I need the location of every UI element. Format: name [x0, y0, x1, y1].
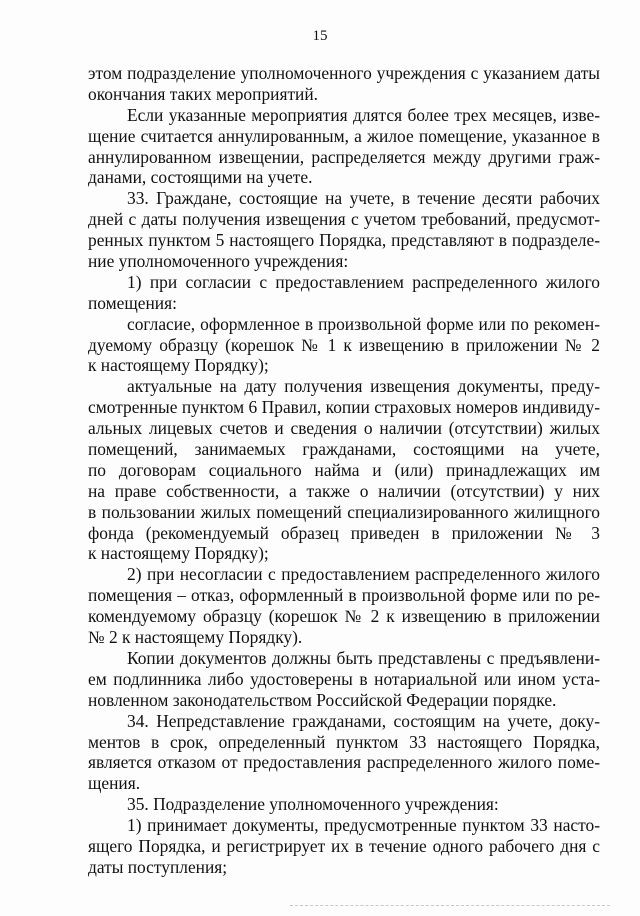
text-line: к настоящему Порядку);: [88, 355, 269, 376]
scan-edge-divider: [290, 905, 610, 906]
text-line: смотренные пунктом 6 Правил, копии страховых номеров индивиду-: [88, 397, 600, 418]
page-number: 15: [312, 28, 328, 44]
text-line: согласие, оформленное в произвольной форме или по рекомен-: [127, 313, 600, 334]
text-line: помещений, занимаемых гражданами, состоящими на учете,: [88, 439, 600, 460]
text-line: дуемому образцу (корешок № 1 к извещению в приложении № 2: [88, 334, 600, 355]
text-line: этом подразделение уполномоченного учреждения с указанием даты: [88, 63, 600, 83]
text-line: 33. Граждане, состоящие на учете, в течение десяти рабочих: [127, 188, 600, 209]
text-line: к настоящему Порядку);: [88, 543, 269, 564]
text-line: ментов в срок, определенный пунктом 33 настоящего Порядка,: [88, 731, 600, 752]
text-line: Копии документов должны быть представлены с предъявлени-: [127, 647, 600, 668]
body-text: [88, 63, 600, 878]
text-line: № 2 к настоящему Порядку).: [88, 627, 303, 648]
text-line: в пользовании жилых помещений специализированного жилищного: [88, 501, 600, 522]
text-line: альных лицевых счетов и сведения о наличии (отсутствии) жилых: [88, 418, 600, 439]
text-line: 34. Непредставление гражданами, состоящим на учете, доку-: [127, 710, 600, 731]
text-line: ние уполномоченного учреждения:: [88, 251, 349, 272]
text-line: комендуемому образцу (корешок № 2 к извещению в приложении: [88, 606, 600, 627]
text-line: ренных пунктом 5 настоящего Порядка, представляют в подразделе-: [88, 230, 600, 251]
text-line: фонда (рекомендуемый образец приведен в приложении № 3: [88, 522, 600, 543]
text-line: ящего Порядка, и регистрирует их в течение одного рабочего дня с: [88, 835, 600, 856]
text-line: на праве собственности, а также о наличии (отсутствии) у них: [88, 480, 600, 501]
text-line: Если указанные мероприятия длятся более трех месяцев, изве-: [127, 104, 600, 125]
text-line: помещения:: [88, 292, 177, 313]
text-line: 1) принимает документы, предусмотренные пунктом 33 насто-: [127, 815, 600, 836]
text-line: щения.: [88, 773, 141, 794]
text-line: 35. Подразделение уполномоченного учреждения:: [127, 794, 499, 815]
text-line: новленном законодательством Российской Федерации порядке.: [88, 689, 557, 710]
text-line: щение считается аннулированным, а жилое помещение, указанное в: [88, 125, 600, 146]
text-line: 1) при согласии с предоставлением распределенного жилого: [127, 271, 600, 292]
text-line: актуальные на дату получения извещения документы, преду-: [127, 376, 600, 397]
text-line: аннулированном извещении, распределяется между другими граж-: [88, 146, 600, 167]
text-line: данами, состоящими на учете.: [88, 167, 313, 188]
text-line: окончания таких мероприятий.: [88, 83, 319, 104]
text-line: даты поступления;: [88, 856, 228, 877]
text-line: дней с даты получения извещения с учетом требований, предусмот-: [88, 209, 600, 230]
text-line: помещения – отказ, оформленный в произвольной форме или по ре-: [88, 585, 600, 606]
text-line: ем подлинника либо удостоверены в нотариальной или ином уста-: [88, 668, 600, 689]
text-line: является отказом от предоставления распределенного жилого поме-: [88, 752, 600, 773]
text-line: 2) при несогласии с предоставлением распределенного жилого: [127, 564, 600, 585]
text-line: по договорам социального найма и (или) принадлежащих им: [88, 459, 600, 480]
